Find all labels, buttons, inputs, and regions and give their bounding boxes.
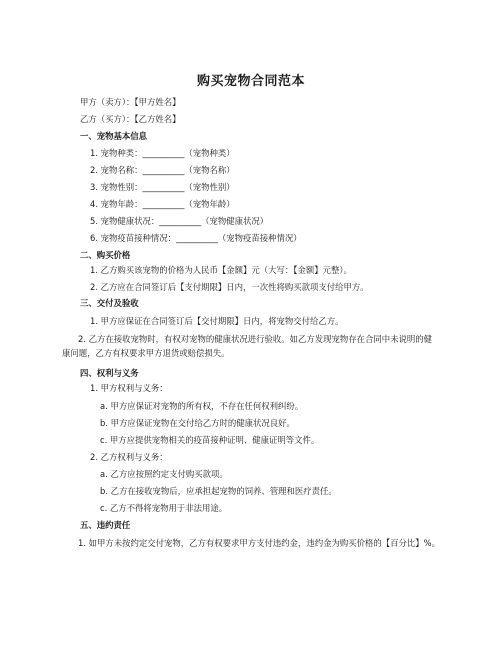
s4-b-item-c: c. 乙方不得将宠物用于非法用途。 — [100, 503, 228, 513]
s1-item-3: 3. 宠物性别：__________（宠物性别） — [90, 182, 235, 192]
s1-item-5: 5. 宠物健康状况：__________（宠物健康状况） — [90, 216, 269, 226]
party-b: 乙方（买方）：【乙方姓名】 — [80, 114, 181, 124]
s3-item-2: 2. 乙方在接收宠物时，有权对宠物的健康状况进行验收。如乙方发现宠物存在合同中未说明的健康问题，乙方有权要求甲方退货或赔偿损失。 — [62, 334, 433, 358]
section-1-heading: 一、宠物基本信息 — [80, 131, 147, 141]
s4-a-item-c: c. 甲方应提供宠物相关的疫苗接种证明、健康证明等文件。 — [100, 435, 320, 445]
document-title: 购买宠物合同范本 — [196, 74, 305, 89]
s3-item-1: 1. 甲方应保证在合同签订后【交付期限】日内，将宠物交付给乙方。 — [90, 316, 344, 326]
s2-item-1: 1. 乙方购买该宠物的价格为人民币【金额】元（大写：【金额】元整）。 — [90, 265, 352, 275]
s4-b-item-a: a. 乙方应按照约定支付购买款项。 — [100, 469, 228, 479]
s4-b-title: 2. 乙方权利与义务： — [90, 452, 168, 462]
s1-item-6: 6. 宠物疫苗接种情况：__________（宠物疫苗接种情况） — [90, 233, 302, 243]
s1-item-4: 4. 宠物年龄：__________（宠物年龄） — [90, 199, 235, 209]
s4-a-title: 1. 甲方权利与义务： — [90, 383, 168, 393]
party-a: 甲方（卖方）：【甲方姓名】 — [80, 97, 181, 107]
s4-a-item-a: a. 甲方应保证对宠物的所有权，不存在任何权利纠纷。 — [100, 401, 304, 411]
s5-item-1: 1. 如甲方未按约定交付宠物，乙方有权要求甲方支付违约金，违约金为购买价格的【百分比】%。 — [78, 538, 440, 548]
section-3-heading: 三、交付及验收 — [80, 298, 139, 308]
s1-item-2: 2. 宠物名称：__________（宠物名称） — [90, 165, 235, 175]
section-5-heading: 五、违约责任 — [80, 520, 131, 530]
s4-b-item-b: b. 乙方在接收宠物后，应承担起宠物的饲养、管理和医疗责任。 — [100, 486, 337, 496]
section-2-heading: 二、购买价格 — [80, 250, 131, 260]
s4-a-item-b: b. 甲方应保证宠物在交付给乙方时的健康状况良好。 — [100, 418, 295, 428]
section-4-heading: 四、权利与义务 — [80, 368, 139, 378]
s1-item-1: 1. 宠物种类：__________（宠物种类） — [90, 148, 235, 158]
s2-item-2: 2. 乙方应在合同签订后【支付期限】日内，一次性将购买款项支付给甲方。 — [90, 282, 369, 292]
